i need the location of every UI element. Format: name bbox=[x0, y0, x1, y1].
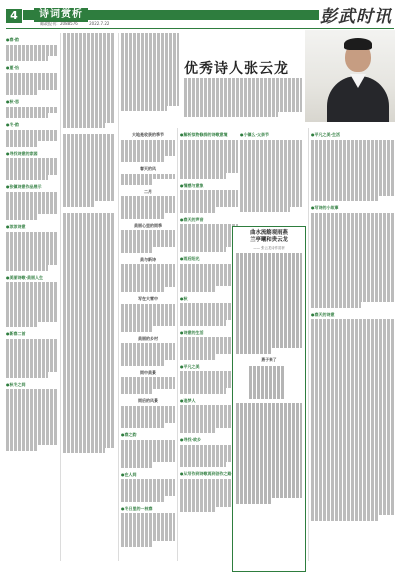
column-3 bbox=[121, 128, 175, 561]
article-title: ●浓浓诗意 bbox=[6, 224, 26, 230]
article-title: ●春天的诗意 bbox=[311, 311, 335, 317]
box-byline: —— 张云龙诗作赏析 bbox=[253, 246, 285, 250]
article-title: 美与新诗 bbox=[140, 256, 156, 262]
column-6 bbox=[311, 128, 395, 561]
meta-date: 2022.7.22 bbox=[89, 21, 110, 26]
article-title: ●写诗的小故事 bbox=[311, 205, 339, 211]
article-title: ●张镇诗意作品展示 bbox=[6, 184, 42, 190]
column-divider bbox=[177, 128, 178, 561]
article-title: 美丽的乡村 bbox=[138, 335, 158, 341]
article-title: ●寻找·故乡 bbox=[180, 437, 202, 443]
column-divider bbox=[308, 128, 309, 561]
article-title: ●美丽诗歌·美丽人生 bbox=[6, 274, 44, 280]
article-title: ●秋 bbox=[180, 295, 188, 301]
article-title: ●春天的声音 bbox=[180, 216, 204, 222]
author-photo bbox=[305, 30, 395, 122]
article-title: ●追梦人 bbox=[180, 397, 196, 403]
poem-title: 燕子来了 bbox=[261, 356, 277, 362]
feature-intro-left bbox=[121, 33, 179, 123]
column-5 bbox=[240, 128, 302, 224]
header-rule bbox=[6, 28, 394, 29]
article-title: ●雨后阳光 bbox=[180, 256, 200, 262]
section-title: 诗词赏析 bbox=[34, 8, 88, 22]
column-divider bbox=[60, 33, 61, 561]
article-title: ●诗意的生活 bbox=[180, 329, 204, 335]
box-title-line-1: 曲水流觞观雨燕 bbox=[250, 230, 288, 236]
article-title: 雨后的风景 bbox=[138, 398, 158, 404]
article-title: 二月 bbox=[144, 188, 152, 194]
feature-intro bbox=[184, 78, 302, 122]
article-title: ●春之韵 bbox=[121, 432, 137, 438]
article-title: ●解析拟物修辞的诗歌意境 bbox=[180, 132, 228, 137]
article-title: ●平凡之美·生活 bbox=[311, 132, 341, 137]
header-meta bbox=[40, 21, 119, 27]
page-number: 4 bbox=[6, 9, 22, 23]
column-divider bbox=[118, 33, 119, 561]
article-title: 春天的风 bbox=[140, 165, 156, 171]
article-title: ●夏·怡 bbox=[6, 65, 20, 71]
article-title: ●春·韵 bbox=[6, 37, 20, 42]
column-1 bbox=[6, 33, 58, 561]
article-title: ●在人间 bbox=[121, 471, 137, 477]
article-title: ●秋·思 bbox=[6, 99, 20, 105]
article-title: 写在大雪中 bbox=[138, 296, 158, 302]
box-title-line-2: 兰亭曦和贵云龙 bbox=[250, 237, 288, 243]
article-title: ●冬日里的一枝春 bbox=[121, 505, 153, 511]
article-title: ●情感与意象 bbox=[180, 182, 204, 188]
article-title: ●小镇么·父亲节 bbox=[240, 132, 270, 137]
feature-headline: 优秀诗人张云龙 bbox=[184, 61, 289, 77]
feature-box bbox=[232, 226, 306, 572]
column-4 bbox=[180, 128, 238, 561]
article-title: 大地是收获的季节 bbox=[132, 132, 164, 137]
article-title: ●冬·韵 bbox=[6, 122, 20, 128]
page-header bbox=[0, 0, 400, 26]
article-title: 美丽心里的雨季 bbox=[134, 222, 162, 228]
meta-code: 邮政报刊：2088576 bbox=[40, 21, 78, 26]
newspaper-title: 彭武时讯 bbox=[320, 7, 392, 27]
article-title: ●新春二首 bbox=[6, 331, 26, 337]
column-2 bbox=[63, 33, 115, 561]
article-title: ●从写作到诗歌再到创作之路 bbox=[180, 471, 232, 477]
article-title: ●秋冬之间 bbox=[6, 381, 26, 387]
article-title: ●寻找诗意的家园 bbox=[6, 150, 38, 156]
article-title: 雨中美景 bbox=[140, 369, 156, 375]
article-title: ●平凡之美 bbox=[180, 363, 200, 369]
